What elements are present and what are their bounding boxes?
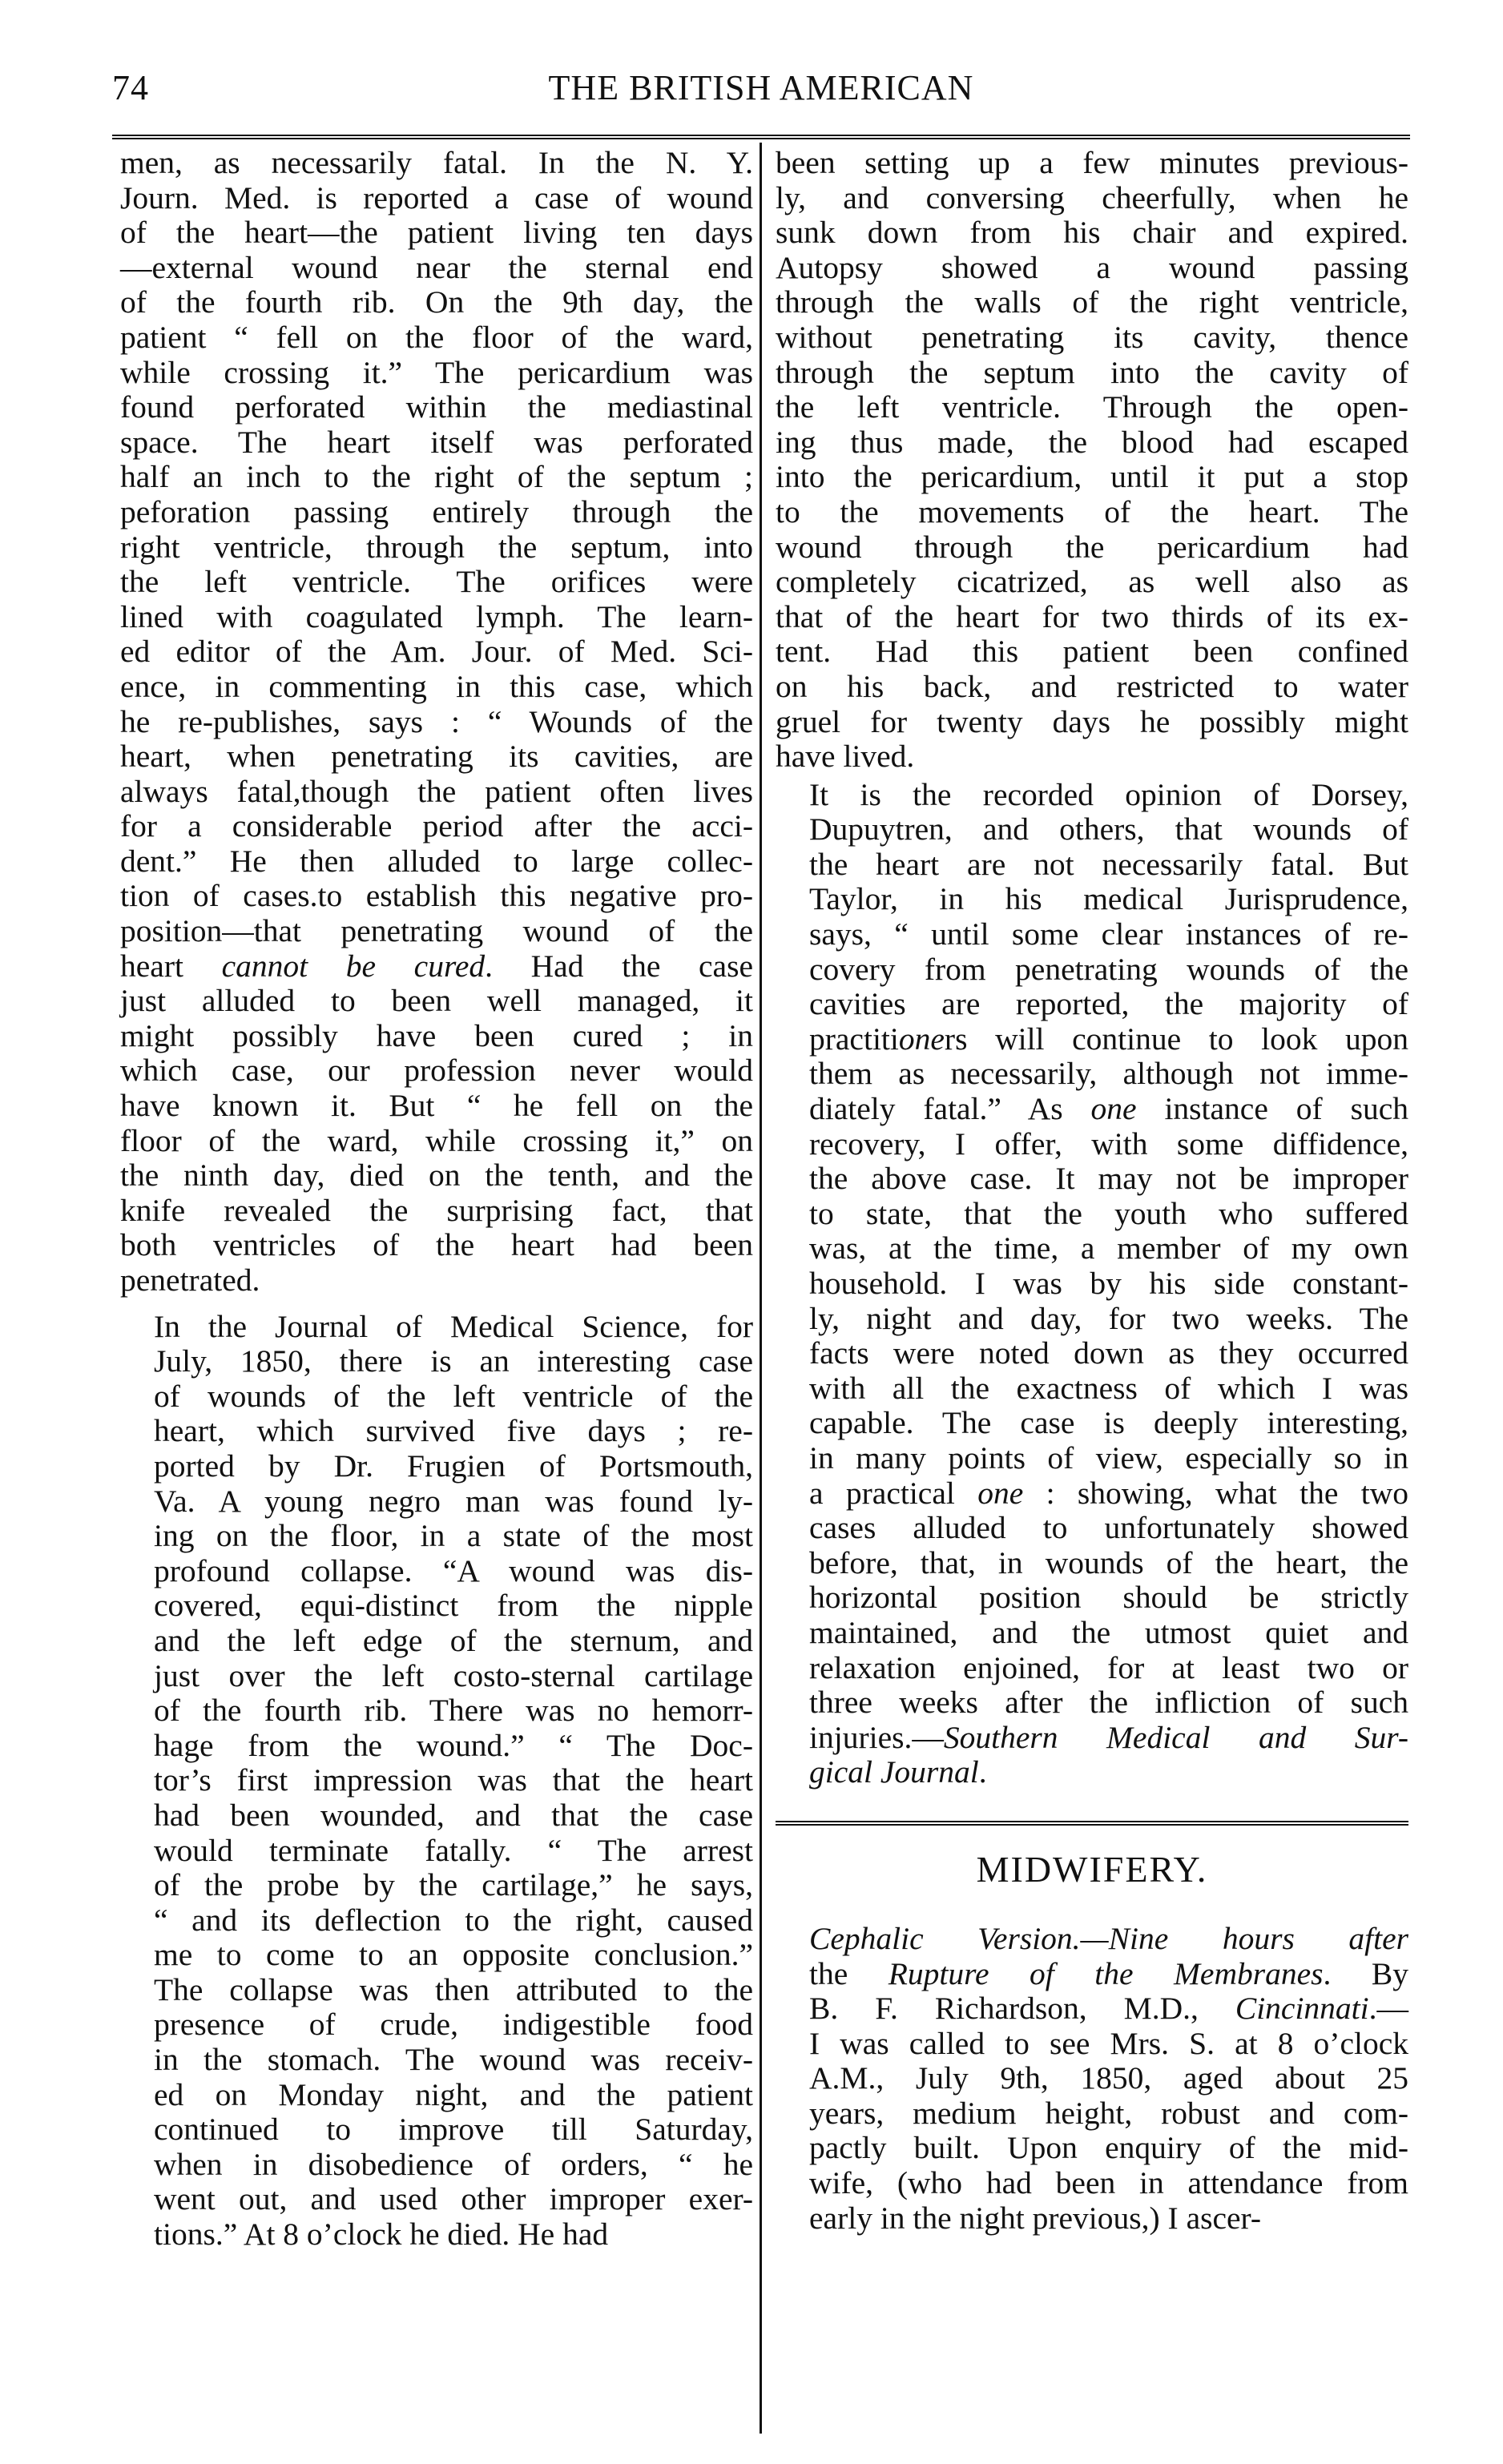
- text-line: heart, which survived five days ; re-: [154, 1413, 753, 1449]
- text-line: peforation passing entirely through the: [120, 493, 753, 529]
- page-header: [112, 67, 1410, 119]
- page-number: 74: [112, 68, 149, 107]
- text-line: —external wound near the sternal end: [120, 249, 753, 285]
- text-line: have known it. But “ he fell on the: [120, 1088, 753, 1124]
- text-line: knife revealed the surprising fact, that: [120, 1192, 753, 1228]
- text-line: through the septum into the cavity of: [776, 354, 1408, 390]
- text-line: completely cicatrized, as well also as: [776, 564, 1408, 600]
- text-line: right ventricle, through the septum, into: [120, 529, 753, 565]
- text-line: the above case. It may not be improper: [809, 1161, 1408, 1197]
- text-line: continued to improve till Saturday,: [154, 2112, 753, 2148]
- text-line: the ninth day, died on the tenth, and the: [120, 1158, 753, 1194]
- text-line: just over the left costo-sternal cartilage: [154, 1657, 753, 1693]
- section-rule: [776, 1821, 1408, 1826]
- text-line: practitioners will continue to look upon: [809, 1021, 1408, 1057]
- text-line: had been wounded, and that the case: [154, 1797, 753, 1833]
- text-line: the left ventricle. Through the open-: [776, 389, 1408, 425]
- text-line: of the fourth rib. On the 9th day, the: [120, 284, 753, 320]
- text-line: floor of the ward, while crossing it,” on: [120, 1122, 753, 1158]
- text-line: through the walls of the right ventricle,: [776, 284, 1408, 320]
- text-line: space. The heart itself was perforated: [120, 424, 753, 460]
- text-line: horizontal position should be strictly: [809, 1580, 1408, 1616]
- text-line: ported by Dr. Frugien of Portsmouth,: [154, 1447, 753, 1484]
- text-line: position—that penetrating wound of the: [120, 913, 753, 949]
- text-line: diately fatal.” As one instance of such: [809, 1091, 1408, 1127]
- text-line: ly, night and day, for two weeks. The: [809, 1300, 1408, 1336]
- text-line: tor’s first impression was that the heart: [154, 1762, 753, 1798]
- text-line: profound collapse. “A wound was dis-: [154, 1552, 753, 1588]
- text-line: just alluded to been well managed, it: [120, 983, 753, 1019]
- text-line: a practical one : showing, what the two: [809, 1475, 1408, 1511]
- text-line: the Rupture of the Membranes. By: [809, 1955, 1408, 1991]
- text-line: that of the heart for two thirds of its ex-: [776, 598, 1408, 634]
- text-line: ed editor of the Am. Jour. of Med. Sci-: [120, 634, 753, 670]
- text-line: half an inch to the right of the septum ;: [120, 459, 753, 495]
- text-line: the heart are not necessarily fatal. But: [809, 846, 1408, 882]
- text-line: household. I was by his side constant-: [809, 1266, 1408, 1301]
- text-line: them as necessarily, although not imme-: [809, 1056, 1408, 1092]
- text-line: which case, our profession never would: [120, 1053, 753, 1089]
- text-line: cases alluded to unfortunately showed: [809, 1510, 1408, 1546]
- text-line: ing on the floor, in a state of the most: [154, 1518, 753, 1554]
- text-line: capable. The case is deeply interesting,: [809, 1405, 1408, 1441]
- text-line: lined with coagulated lymph. The learn-: [120, 598, 753, 634]
- text-line: years, medium height, robust and com-: [809, 2095, 1408, 2131]
- text-line: It is the recorded opinion of Dorsey,: [809, 776, 1408, 812]
- paragraph: [120, 1310, 753, 2253]
- text-line: tent. Had this patient been confined: [776, 634, 1408, 670]
- paragraph: [776, 1922, 1408, 2236]
- text-line: found perforated within the mediastinal: [120, 389, 753, 425]
- text-line: in many points of view, especially so in: [809, 1439, 1408, 1476]
- text-line: with all the exactness of which I was: [809, 1370, 1408, 1406]
- text-line: three weeks after the infliction of such: [809, 1685, 1408, 1721]
- paragraph: [120, 146, 753, 1298]
- text-line: of the heart—the patient living ten days: [120, 215, 753, 251]
- text-line: covery from penetrating wounds of the: [809, 951, 1408, 987]
- text-line: presence of crude, indigestible food: [154, 2007, 753, 2043]
- text-line: on his back, and restricted to water: [776, 668, 1408, 704]
- text-line: wound through the pericardium had: [776, 529, 1408, 565]
- text-line: have lived.: [776, 739, 915, 775]
- text-line: ing thus made, the blood had escaped: [776, 424, 1408, 460]
- text-line: both ventricles of the heart had been: [120, 1227, 753, 1263]
- text-line: heart cannot be cured. Had the case: [120, 948, 753, 984]
- text-line: ly, and conversing cheerfully, when he: [776, 179, 1408, 215]
- text-line: gruel for twenty days he possibly might: [776, 703, 1408, 739]
- text-line: recovery, I offer, with some diffidence,: [809, 1125, 1408, 1162]
- text-line: Autopsy showed a wound passing: [776, 249, 1408, 285]
- text-line: The collapse was then attributed to the: [154, 1971, 753, 2007]
- text-line: B. F. Richardson, M.D., Cincinnati.—: [809, 1991, 1408, 2027]
- text-line: I was called to see Mrs. S. at 8 o’clock: [809, 2025, 1408, 2061]
- text-line: Va. A young negro man was found ly-: [154, 1483, 753, 1519]
- text-line: relaxation enjoined, for at least two or: [809, 1649, 1408, 1685]
- text-line: says, “ until some clear instances of re-: [809, 916, 1408, 952]
- text-line: been setting up a few minutes previous-: [776, 145, 1408, 180]
- text-line: patient “ fell on the floor of the ward,: [120, 319, 753, 355]
- text-line: before, that, in wounds of the heart, the: [809, 1544, 1408, 1580]
- text-line: sunk down from his chair and expired.: [776, 215, 1408, 251]
- text-line: tion of cases.to establish this negative pro-: [120, 878, 753, 914]
- text-line: “ and its deflection to the right, caused: [154, 1902, 753, 1938]
- right-column: [776, 146, 1408, 2236]
- text-line: facts were noted down as they occurred: [809, 1335, 1408, 1371]
- running-title: THE BRITISH AMERICAN: [548, 68, 974, 107]
- text-line: the left ventricle. The orifices were: [120, 564, 753, 600]
- paragraph: [776, 778, 1408, 1790]
- text-line: of the fourth rib. There was no hemorr-: [154, 1693, 753, 1729]
- text-line: cavities are reported, the majority of: [809, 986, 1408, 1022]
- text-line: ed on Monday night, and the patient: [154, 2076, 753, 2112]
- text-line: into the pericardium, until it put a stop: [776, 459, 1408, 495]
- text-line: Dupuytren, and others, that wounds of: [809, 811, 1408, 848]
- text-line: always fatal,though the patient often lives: [120, 773, 753, 809]
- text-line: heart, when penetrating its cavities, are: [120, 739, 753, 775]
- text-line: maintained, and the utmost quiet and: [809, 1614, 1408, 1650]
- text-line: of the probe by the cartilage,” he says,: [154, 1867, 753, 1903]
- text-line: while crossing it.” The pericardium was: [120, 354, 753, 390]
- text-line: wife, (who had been in attendance from: [809, 2165, 1408, 2201]
- text-line: and the left edge of the sternum, and: [154, 1622, 753, 1658]
- paragraph: [776, 146, 1408, 775]
- text-line: for a considerable period after the acci-: [120, 808, 753, 844]
- text-line: of wounds of the left ventricle of the: [154, 1378, 753, 1414]
- text-line: he re-publishes, says : “ Wounds of the: [120, 703, 753, 739]
- text-line: would terminate fatally. “ The arrest: [154, 1832, 753, 1868]
- text-line: to state, that the youth who suffered: [809, 1195, 1408, 1231]
- text-line: Cephalic Version.—Nine hours after: [809, 1920, 1408, 1956]
- text-line: when in disobedience of orders, “ he: [154, 2146, 753, 2182]
- text-line: to the movements of the heart. The: [776, 493, 1408, 529]
- text-line: was, at the time, a member of my own: [809, 1230, 1408, 1266]
- header-rule: [112, 135, 1410, 139]
- text-line: gical Journal.: [809, 1754, 987, 1790]
- text-line: dent.” He then alluded to large collec-: [120, 843, 753, 879]
- text-line: in the stomach. The wound was receiv-: [154, 2042, 753, 2078]
- text-line: Journ. Med. is reported a case of wound: [120, 179, 753, 215]
- section-heading: MIDWIFERY.: [976, 1848, 1208, 1890]
- text-line: In the Journal of Medical Science, for: [154, 1308, 753, 1344]
- left-column: [120, 146, 753, 2253]
- text-line: covered, equi-distinct from the nipple: [154, 1588, 753, 1624]
- text-line: tions.” At 8 o’clock he died. He had: [154, 2216, 609, 2253]
- text-line: hage from the wound.” “ The Doc-: [154, 1727, 753, 1763]
- text-line: A.M., July 9th, 1850, aged about 25: [809, 2060, 1408, 2096]
- text-line: penetrated.: [120, 1262, 260, 1298]
- text-line: men, as necessarily fatal. In the N. Y.: [120, 145, 753, 180]
- text-line: ence, in commenting in this case, which: [120, 668, 753, 704]
- column-divider: [760, 143, 762, 2434]
- text-line: pactly built. Upon enquiry of the mid-: [809, 2130, 1408, 2166]
- text-line: went out, and used other improper exer-: [154, 2181, 753, 2217]
- text-line: me to come to an opposite conclusion.”: [154, 1937, 753, 1973]
- text-line: Taylor, in his medical Jurisprudence,: [809, 881, 1408, 917]
- text-line: might possibly have been cured ; in: [120, 1017, 753, 1053]
- text-line: July, 1850, there is an interesting case: [154, 1343, 753, 1379]
- text-line: early in the night previous,) I ascer-: [809, 2200, 1262, 2236]
- text-line: injuries.—Southern Medical and Sur-: [809, 1719, 1408, 1755]
- text-line: without penetrating its cavity, thence: [776, 319, 1408, 355]
